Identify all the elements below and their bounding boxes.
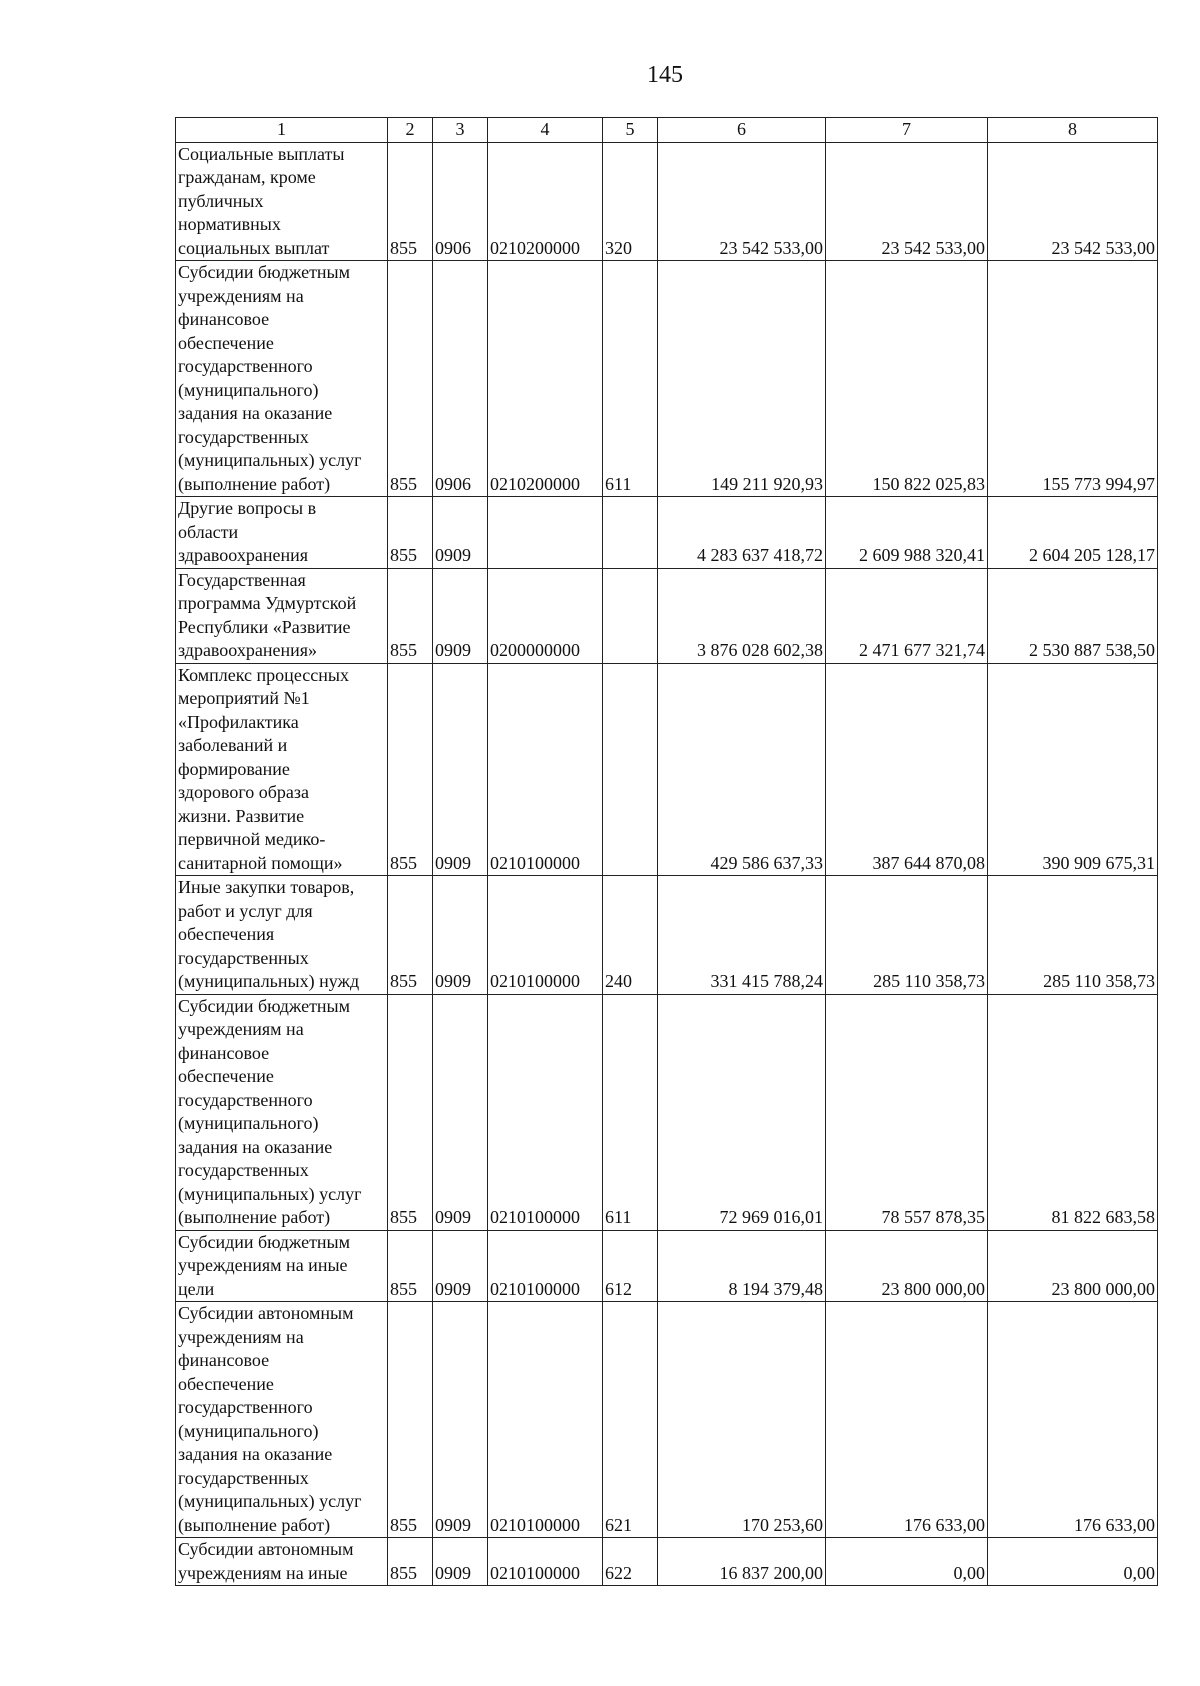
amount-col6: 3 876 028 602,38 (658, 568, 826, 663)
table-row (176, 994, 1158, 1230)
ministry-code: 855 (388, 497, 433, 569)
section-code: 0909 (433, 1302, 488, 1538)
amount-col8: 2 530 887 538,50 (988, 568, 1158, 663)
ministry-code: 855 (388, 1302, 433, 1538)
target-article-code: 0200000000 (488, 568, 603, 663)
table-row (176, 1302, 1158, 1538)
column-header: 6 (658, 118, 826, 143)
column-header: 2 (388, 118, 433, 143)
target-article-code: 0210100000 (488, 994, 603, 1230)
ministry-code: 855 (388, 876, 433, 995)
amount-col6: 429 586 637,33 (658, 663, 826, 876)
amount-col8: 0,00 (988, 1538, 1158, 1586)
amount-col8: 2 604 205 128,17 (988, 497, 1158, 569)
expense-type-code: 611 (603, 261, 658, 497)
amount-col6: 4 283 637 418,72 (658, 497, 826, 569)
section-code: 0909 (433, 1538, 488, 1586)
header-row (176, 118, 1158, 143)
item-name: Субсидии бюджетным учреждениям на иные цели (176, 1230, 388, 1302)
target-article-code (488, 497, 603, 569)
expense-type-code: 621 (603, 1302, 658, 1538)
amount-col7: 2 609 988 320,41 (826, 497, 988, 569)
amount-col8: 23 542 533,00 (988, 142, 1158, 261)
amount-col6: 170 253,60 (658, 1302, 826, 1538)
amount-col8: 176 633,00 (988, 1302, 1158, 1538)
column-header: 1 (176, 118, 388, 143)
item-name: Субсидии бюджетным учреждениям на финансовое обеспечение государственного (муниципального) задания на оказание государственных (муниципальных) услуг (выполнение работ) (176, 994, 388, 1230)
table-row (176, 663, 1158, 876)
amount-col6: 72 969 016,01 (658, 994, 826, 1230)
amount-col7: 387 644 870,08 (826, 663, 988, 876)
ministry-code: 855 (388, 1538, 433, 1586)
expense-type-code (603, 497, 658, 569)
item-name: Иные закупки товаров, работ и услуг для обеспечения государственных (муниципальных) нужд (176, 876, 388, 995)
amount-col7: 176 633,00 (826, 1302, 988, 1538)
section-code: 0909 (433, 994, 488, 1230)
expense-type-code: 622 (603, 1538, 658, 1586)
expense-type-code: 320 (603, 142, 658, 261)
amount-col8: 285 110 358,73 (988, 876, 1158, 995)
section-code: 0909 (433, 876, 488, 995)
section-code: 0909 (433, 1230, 488, 1302)
amount-col7: 285 110 358,73 (826, 876, 988, 995)
target-article-code: 0210200000 (488, 142, 603, 261)
section-code: 0909 (433, 568, 488, 663)
section-code: 0906 (433, 142, 488, 261)
expense-type-code: 612 (603, 1230, 658, 1302)
section-code: 0906 (433, 261, 488, 497)
ministry-code: 855 (388, 568, 433, 663)
ministry-code: 855 (388, 994, 433, 1230)
amount-col7: 150 822 025,83 (826, 261, 988, 497)
amount-col6: 331 415 788,24 (658, 876, 826, 995)
amount-col7: 78 557 878,35 (826, 994, 988, 1230)
budget-table (175, 117, 1158, 1586)
target-article-code: 0210100000 (488, 876, 603, 995)
amount-col8: 155 773 994,97 (988, 261, 1158, 497)
target-article-code: 0210100000 (488, 1538, 603, 1586)
amount-col6: 16 837 200,00 (658, 1538, 826, 1586)
expense-type-code (603, 663, 658, 876)
column-header: 5 (603, 118, 658, 143)
amount-col7: 0,00 (826, 1538, 988, 1586)
expense-type-code: 240 (603, 876, 658, 995)
item-name: Социальные выплаты гражданам, кроме публичных нормативных социальных выплат (176, 142, 388, 261)
ministry-code: 855 (388, 1230, 433, 1302)
table-row (176, 876, 1158, 995)
expense-type-code (603, 568, 658, 663)
amount-col7: 23 542 533,00 (826, 142, 988, 261)
table-row (176, 1538, 1158, 1586)
page-number: 145 (647, 62, 683, 88)
item-name: Субсидии автономным учреждениям на финансовое обеспечение государственного (муниципального) задания на оказание государственных (муниципальных) услуг (выполнение работ) (176, 1302, 388, 1538)
section-code: 0909 (433, 663, 488, 876)
column-header: 8 (988, 118, 1158, 143)
amount-col6: 8 194 379,48 (658, 1230, 826, 1302)
item-name: Субсидии автономным учреждениям на иные (176, 1538, 388, 1586)
table-row (176, 142, 1158, 261)
ministry-code: 855 (388, 261, 433, 497)
amount-col7: 23 800 000,00 (826, 1230, 988, 1302)
target-article-code: 0210100000 (488, 1302, 603, 1538)
column-header: 7 (826, 118, 988, 143)
item-name: Субсидии бюджетным учреждениям на финансовое обеспечение государственного (муниципального) задания на оказание государственных (муниципальных) услуг (выполнение работ) (176, 261, 388, 497)
item-name: Другие вопросы в области здравоохранения (176, 497, 388, 569)
amount-col8: 390 909 675,31 (988, 663, 1158, 876)
target-article-code: 0210100000 (488, 1230, 603, 1302)
target-article-code: 0210100000 (488, 663, 603, 876)
item-name: Государственная программа Удмуртской Республики «Развитие здравоохранения» (176, 568, 388, 663)
amount-col7: 2 471 677 321,74 (826, 568, 988, 663)
item-name: Комплекс процессных мероприятий №1 «Профилактика заболеваний и формирование здорового образа жизни. Развитие первичной медико- санитарной помощи» (176, 663, 388, 876)
expense-type-code: 611 (603, 994, 658, 1230)
table-row (176, 497, 1158, 569)
amount-col8: 23 800 000,00 (988, 1230, 1158, 1302)
table-row (176, 261, 1158, 497)
column-header: 4 (488, 118, 603, 143)
amount-col8: 81 822 683,58 (988, 994, 1158, 1230)
column-header: 3 (433, 118, 488, 143)
table-row (176, 1230, 1158, 1302)
section-code: 0909 (433, 497, 488, 569)
ministry-code: 855 (388, 142, 433, 261)
ministry-code: 855 (388, 663, 433, 876)
target-article-code: 0210200000 (488, 261, 603, 497)
table-row (176, 568, 1158, 663)
amount-col6: 23 542 533,00 (658, 142, 826, 261)
amount-col6: 149 211 920,93 (658, 261, 826, 497)
